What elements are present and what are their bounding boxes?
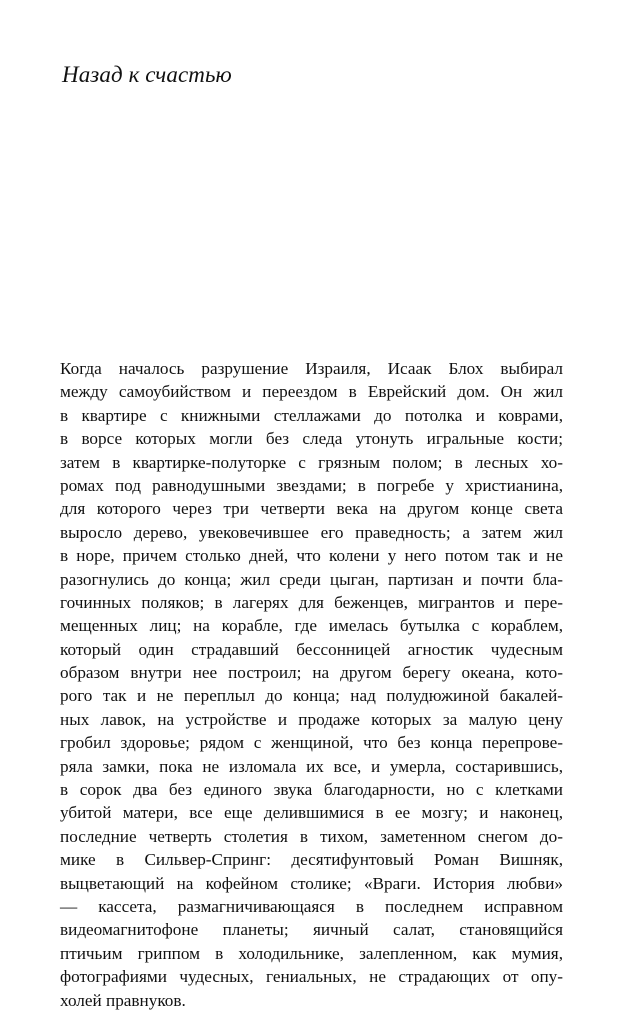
text-line-last: холей правнуков. <box>60 990 186 1010</box>
text-line: который один страдавший бессонницей агностик чудесным <box>60 639 563 659</box>
text-line: гробил здоровье; рядом с женщиной, что без конца перепрове- <box>60 733 563 753</box>
text-line: убитой матери, все еще делившимися в ее мозгу; и наконец, <box>60 803 563 823</box>
text-line: фотографиями чудесных, гениальных, не страдающих от опу- <box>60 967 563 987</box>
body-paragraph <box>60 357 563 1012</box>
text-line: птичьим гриппом в холодильнике, залепленном, как мумия, <box>60 943 563 963</box>
text-line: мещенных лиц; на корабле, где имелась бутылка с кораблем, <box>60 616 563 636</box>
chapter-title: Назад к счастью <box>62 62 232 87</box>
text-line: для которого через три четверти века на другом конце света <box>60 499 563 519</box>
text-line: выцветающий на кофейном столике; «Враги. История любви» <box>60 873 563 893</box>
text-line: разогнулись до конца; жил среди цыган, партизан и почти бла- <box>60 569 563 589</box>
text-line: гочинных поляков; в лагерях для беженцев, мигрантов и пере- <box>60 592 563 612</box>
text-line: последние четверть столетия в тихом, заметенном снегом до- <box>60 826 563 846</box>
text-line: видеомагнитофоне планеты; яичный салат, становящийся <box>60 920 563 940</box>
text-line: между самоубийством и переездом в Еврейский дом. Он жил <box>60 382 563 402</box>
text-line: образом внутри нее построил; на другом берегу океана, кото- <box>60 663 563 683</box>
text-line: мике в Сильвер-Спринг: десятифунтовый Роман Вишняк, <box>60 850 563 870</box>
text-line: в сорок два без единого звука благодарности, но с клетками <box>60 780 563 800</box>
text-line: ряла замки, пока не изломала их все, и умерла, состарившись, <box>60 756 563 776</box>
text-line: ромах под равнодушными звездами; в погребе у христианина, <box>60 475 563 495</box>
text-line: в ворсе которых могли без следа утонуть игральные кости; <box>60 429 563 449</box>
text-line: ных лавок, на устройстве и продаже которых за малую цену <box>60 709 563 729</box>
text-line: выросло дерево, увековечившее его праведность; а затем жил <box>60 522 563 542</box>
text-line: затем в квартирке-полуторке с грязным полом; в лесных хо- <box>60 452 563 472</box>
text-line: — кассета, размагничивающаяся в последнем исправном <box>60 896 563 916</box>
text-line: рого так и не переплыл до конца; над полудюжиной бакалей- <box>60 686 563 706</box>
text-line: Когда началось разрушение Израиля, Исаак Блох выбирал <box>60 359 563 378</box>
text-line: в квартире с книжными стеллажами до потолка и коврами, <box>60 405 563 425</box>
text-line: в норе, причем столько дней, что колени у него потом так и не <box>60 546 563 566</box>
